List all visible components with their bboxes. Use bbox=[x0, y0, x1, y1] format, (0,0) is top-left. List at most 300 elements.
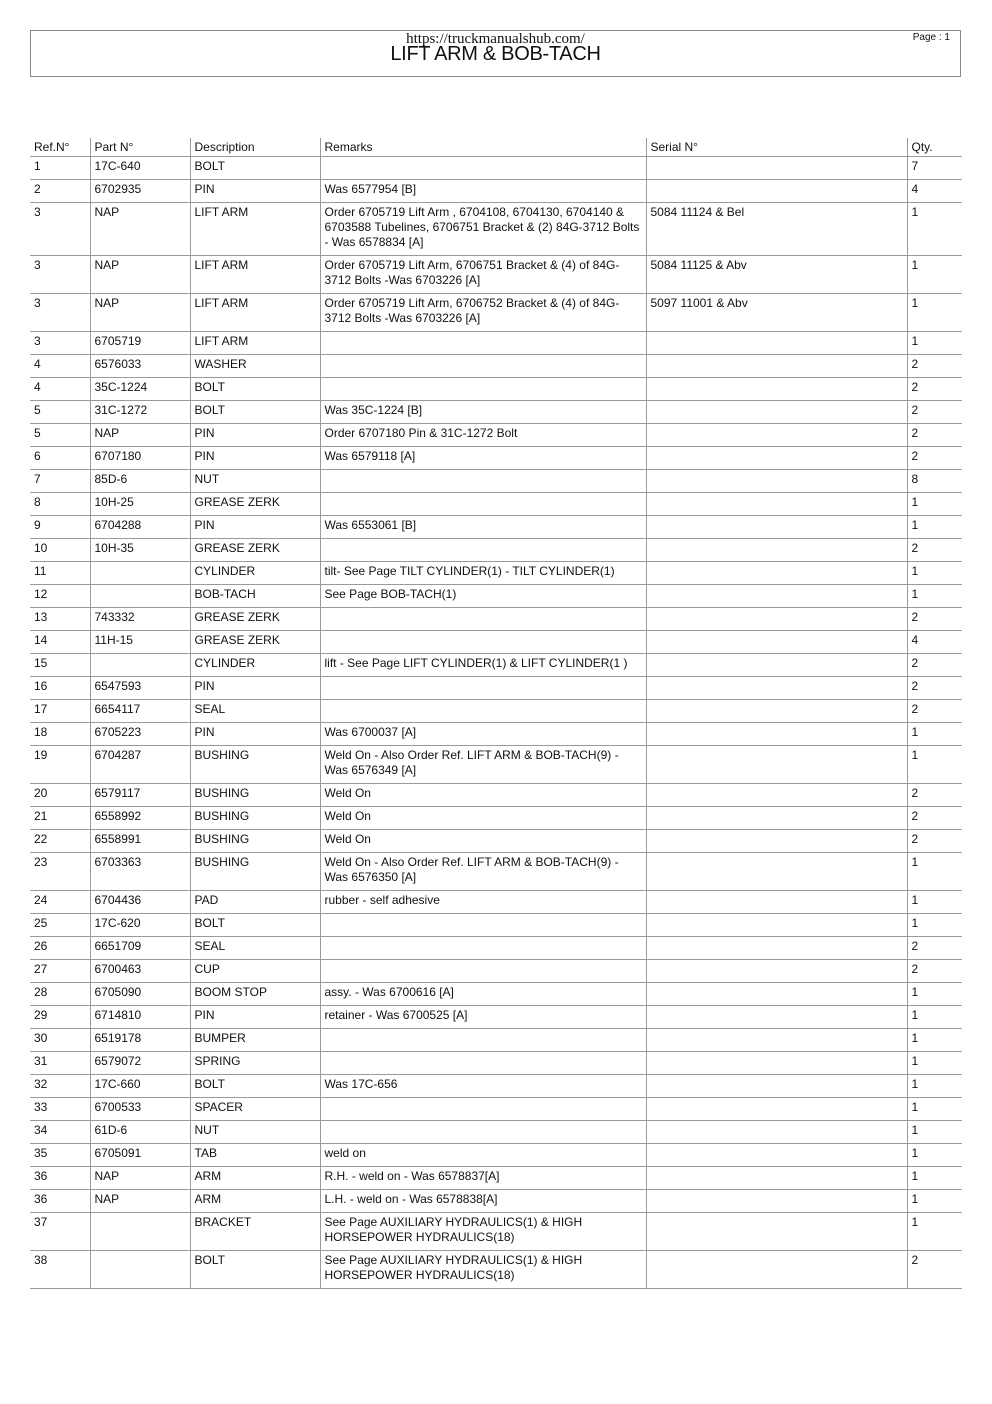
part-cell bbox=[90, 585, 190, 608]
part-cell: 6714810 bbox=[90, 1006, 190, 1029]
part-cell: 85D-6 bbox=[90, 470, 190, 493]
remarks-cell: Weld On bbox=[320, 784, 646, 807]
serial-cell bbox=[646, 355, 907, 378]
ref-cell: 37 bbox=[30, 1213, 90, 1251]
part-cell: 6707180 bbox=[90, 447, 190, 470]
qty-cell: 4 bbox=[907, 631, 962, 654]
table-row bbox=[30, 516, 962, 539]
table-row bbox=[30, 585, 962, 608]
serial-cell bbox=[646, 654, 907, 677]
ref-cell: 30 bbox=[30, 1029, 90, 1052]
serial-cell bbox=[646, 983, 907, 1006]
description-cell: LIFT ARM bbox=[190, 332, 320, 355]
remarks-cell: Was 6577954 [B] bbox=[320, 180, 646, 203]
part-cell: NAP bbox=[90, 203, 190, 256]
description-cell: GREASE ZERK bbox=[190, 493, 320, 516]
serial-cell bbox=[646, 378, 907, 401]
part-cell: 6704287 bbox=[90, 746, 190, 784]
col-remarks: Remarks bbox=[320, 138, 646, 157]
remarks-cell bbox=[320, 608, 646, 631]
table-row bbox=[30, 631, 962, 654]
part-cell: 6547593 bbox=[90, 677, 190, 700]
remarks-cell bbox=[320, 677, 646, 700]
part-cell: 10H-35 bbox=[90, 539, 190, 562]
description-cell: LIFT ARM bbox=[190, 256, 320, 294]
part-cell: 6654117 bbox=[90, 700, 190, 723]
description-cell: PAD bbox=[190, 891, 320, 914]
part-cell: NAP bbox=[90, 256, 190, 294]
remarks-cell: rubber - self adhesive bbox=[320, 891, 646, 914]
serial-cell bbox=[646, 1029, 907, 1052]
serial-cell bbox=[646, 830, 907, 853]
table-row bbox=[30, 1190, 962, 1213]
serial-cell bbox=[646, 157, 907, 180]
description-cell: PIN bbox=[190, 447, 320, 470]
part-cell: 6558991 bbox=[90, 830, 190, 853]
qty-cell: 1 bbox=[907, 1075, 962, 1098]
qty-cell: 2 bbox=[907, 539, 962, 562]
description-cell: BOLT bbox=[190, 1251, 320, 1289]
table-row bbox=[30, 1029, 962, 1052]
qty-cell: 8 bbox=[907, 470, 962, 493]
description-cell: SEAL bbox=[190, 700, 320, 723]
table-row bbox=[30, 1213, 962, 1251]
qty-cell: 2 bbox=[907, 1251, 962, 1289]
description-cell: PIN bbox=[190, 677, 320, 700]
table-row bbox=[30, 539, 962, 562]
qty-cell: 2 bbox=[907, 447, 962, 470]
remarks-cell bbox=[320, 539, 646, 562]
ref-cell: 32 bbox=[30, 1075, 90, 1098]
part-cell: NAP bbox=[90, 1190, 190, 1213]
qty-cell: 1 bbox=[907, 516, 962, 539]
qty-cell: 1 bbox=[907, 1190, 962, 1213]
table-row bbox=[30, 700, 962, 723]
description-cell: PIN bbox=[190, 424, 320, 447]
serial-cell bbox=[646, 700, 907, 723]
part-cell: 743332 bbox=[90, 608, 190, 631]
remarks-cell: Order 6705719 Lift Arm, 6706752 Bracket & (4) of 84G-3712 Bolts -Was 6703226 [A] bbox=[320, 294, 646, 332]
serial-cell bbox=[646, 960, 907, 983]
description-cell: LIFT ARM bbox=[190, 294, 320, 332]
serial-cell bbox=[646, 807, 907, 830]
qty-cell: 1 bbox=[907, 891, 962, 914]
table-row bbox=[30, 493, 962, 516]
remarks-cell bbox=[320, 1098, 646, 1121]
ref-cell: 15 bbox=[30, 654, 90, 677]
remarks-cell: Weld On bbox=[320, 807, 646, 830]
serial-cell: 5084 11125 & Abv bbox=[646, 256, 907, 294]
description-cell: GREASE ZERK bbox=[190, 608, 320, 631]
table-row bbox=[30, 1098, 962, 1121]
description-cell: GREASE ZERK bbox=[190, 539, 320, 562]
ref-cell: 13 bbox=[30, 608, 90, 631]
qty-cell: 1 bbox=[907, 1006, 962, 1029]
part-cell: NAP bbox=[90, 1167, 190, 1190]
qty-cell: 1 bbox=[907, 1052, 962, 1075]
description-cell: BRACKET bbox=[190, 1213, 320, 1251]
table-row bbox=[30, 562, 962, 585]
ref-cell: 35 bbox=[30, 1144, 90, 1167]
remarks-cell: lift - See Page LIFT CYLINDER(1) & LIFT CYLINDER(1 ) bbox=[320, 654, 646, 677]
remarks-cell bbox=[320, 470, 646, 493]
part-cell: 17C-660 bbox=[90, 1075, 190, 1098]
page-title: LIFT ARM & BOB-TACH bbox=[390, 43, 601, 65]
serial-cell bbox=[646, 1006, 907, 1029]
ref-cell: 20 bbox=[30, 784, 90, 807]
remarks-cell bbox=[320, 1121, 646, 1144]
table-row bbox=[30, 608, 962, 631]
qty-cell: 4 bbox=[907, 180, 962, 203]
qty-cell: 2 bbox=[907, 784, 962, 807]
qty-cell: 7 bbox=[907, 157, 962, 180]
ref-cell: 10 bbox=[30, 539, 90, 562]
table-row bbox=[30, 937, 962, 960]
ref-cell: 24 bbox=[30, 891, 90, 914]
table-row bbox=[30, 960, 962, 983]
qty-cell: 2 bbox=[907, 355, 962, 378]
serial-cell bbox=[646, 784, 907, 807]
remarks-cell bbox=[320, 355, 646, 378]
part-cell: 35C-1224 bbox=[90, 378, 190, 401]
description-cell: CYLINDER bbox=[190, 654, 320, 677]
qty-cell: 2 bbox=[907, 401, 962, 424]
ref-cell: 1 bbox=[30, 157, 90, 180]
description-cell: PIN bbox=[190, 180, 320, 203]
table-row bbox=[30, 256, 962, 294]
table-row bbox=[30, 332, 962, 355]
serial-cell bbox=[646, 1251, 907, 1289]
ref-cell: 21 bbox=[30, 807, 90, 830]
part-cell: 6705091 bbox=[90, 1144, 190, 1167]
serial-cell bbox=[646, 493, 907, 516]
part-cell: 6705090 bbox=[90, 983, 190, 1006]
qty-cell: 1 bbox=[907, 562, 962, 585]
part-cell: 6700533 bbox=[90, 1098, 190, 1121]
ref-cell: 5 bbox=[30, 401, 90, 424]
table-row bbox=[30, 677, 962, 700]
serial-cell bbox=[646, 562, 907, 585]
ref-cell: 34 bbox=[30, 1121, 90, 1144]
part-cell: 6702935 bbox=[90, 180, 190, 203]
description-cell: ARM bbox=[190, 1190, 320, 1213]
remarks-cell bbox=[320, 1052, 646, 1075]
description-cell: CUP bbox=[190, 960, 320, 983]
remarks-cell bbox=[320, 157, 646, 180]
remarks-cell bbox=[320, 631, 646, 654]
serial-cell bbox=[646, 746, 907, 784]
serial-cell bbox=[646, 424, 907, 447]
serial-cell bbox=[646, 470, 907, 493]
remarks-cell bbox=[320, 914, 646, 937]
qty-cell: 1 bbox=[907, 256, 962, 294]
qty-cell: 1 bbox=[907, 746, 962, 784]
table-row bbox=[30, 355, 962, 378]
part-cell: 17C-640 bbox=[90, 157, 190, 180]
serial-cell bbox=[646, 723, 907, 746]
remarks-cell: See Page AUXILIARY HYDRAULICS(1) & HIGH HORSEPOWER HYDRAULICS(18) bbox=[320, 1213, 646, 1251]
part-cell: 6579072 bbox=[90, 1052, 190, 1075]
part-cell bbox=[90, 1251, 190, 1289]
serial-cell bbox=[646, 447, 907, 470]
description-cell: PIN bbox=[190, 1006, 320, 1029]
ref-cell: 3 bbox=[30, 332, 90, 355]
table-row bbox=[30, 807, 962, 830]
description-cell: BUSHING bbox=[190, 746, 320, 784]
part-cell: 6651709 bbox=[90, 937, 190, 960]
serial-cell bbox=[646, 1075, 907, 1098]
table-row bbox=[30, 1251, 962, 1289]
ref-cell: 3 bbox=[30, 256, 90, 294]
remarks-cell: See Page BOB-TACH(1) bbox=[320, 585, 646, 608]
serial-cell bbox=[646, 608, 907, 631]
source-url[interactable]: https://truckmanualshub.com/ bbox=[406, 31, 585, 47]
part-cell: 31C-1272 bbox=[90, 401, 190, 424]
qty-cell: 2 bbox=[907, 654, 962, 677]
ref-cell: 9 bbox=[30, 516, 90, 539]
qty-cell: 2 bbox=[907, 830, 962, 853]
serial-cell bbox=[646, 937, 907, 960]
ref-cell: 4 bbox=[30, 355, 90, 378]
description-cell: BOB-TACH bbox=[190, 585, 320, 608]
ref-cell: 3 bbox=[30, 203, 90, 256]
table-row bbox=[30, 746, 962, 784]
part-cell: 6704288 bbox=[90, 516, 190, 539]
table-row bbox=[30, 1052, 962, 1075]
table-row bbox=[30, 294, 962, 332]
table-row bbox=[30, 470, 962, 493]
serial-cell bbox=[646, 516, 907, 539]
serial-cell bbox=[646, 1121, 907, 1144]
description-cell: WASHER bbox=[190, 355, 320, 378]
part-cell: 6700463 bbox=[90, 960, 190, 983]
ref-cell: 5 bbox=[30, 424, 90, 447]
ref-cell: 23 bbox=[30, 853, 90, 891]
qty-cell: 2 bbox=[907, 424, 962, 447]
remarks-cell: Weld On - Also Order Ref. LIFT ARM & BOB-TACH(9) - Was 6576350 [A] bbox=[320, 853, 646, 891]
qty-cell: 1 bbox=[907, 1029, 962, 1052]
qty-cell: 1 bbox=[907, 294, 962, 332]
ref-cell: 11 bbox=[30, 562, 90, 585]
ref-cell: 14 bbox=[30, 631, 90, 654]
serial-cell: 5084 11124 & Bel bbox=[646, 203, 907, 256]
table-row bbox=[30, 1167, 962, 1190]
table-row bbox=[30, 1006, 962, 1029]
remarks-cell: Order 6705719 Lift Arm, 6706751 Bracket & (4) of 84G-3712 Bolts -Was 6703226 [A] bbox=[320, 256, 646, 294]
description-cell: BOLT bbox=[190, 378, 320, 401]
serial-cell bbox=[646, 631, 907, 654]
ref-cell: 12 bbox=[30, 585, 90, 608]
qty-cell: 1 bbox=[907, 585, 962, 608]
serial-cell bbox=[646, 853, 907, 891]
description-cell: ARM bbox=[190, 1167, 320, 1190]
serial-cell bbox=[646, 1052, 907, 1075]
description-cell: BOLT bbox=[190, 1075, 320, 1098]
description-cell: NUT bbox=[190, 470, 320, 493]
qty-cell: 1 bbox=[907, 1098, 962, 1121]
part-cell: 6519178 bbox=[90, 1029, 190, 1052]
part-cell: NAP bbox=[90, 294, 190, 332]
page-number: Page : 1 bbox=[912, 32, 950, 43]
col-ref: Ref.N° bbox=[30, 138, 90, 157]
serial-cell bbox=[646, 585, 907, 608]
qty-cell: 1 bbox=[907, 914, 962, 937]
description-cell: BUSHING bbox=[190, 830, 320, 853]
description-cell: SPACER bbox=[190, 1098, 320, 1121]
remarks-cell: Was 35C-1224 [B] bbox=[320, 401, 646, 424]
serial-cell bbox=[646, 1213, 907, 1251]
remarks-cell: weld on bbox=[320, 1144, 646, 1167]
qty-cell: 1 bbox=[907, 1167, 962, 1190]
serial-cell bbox=[646, 332, 907, 355]
remarks-cell bbox=[320, 332, 646, 355]
remarks-cell: Weld On - Also Order Ref. LIFT ARM & BOB-TACH(9) - Was 6576349 [A] bbox=[320, 746, 646, 784]
table-row bbox=[30, 424, 962, 447]
remarks-cell bbox=[320, 700, 646, 723]
remarks-cell: tilt- See Page TILT CYLINDER(1) - TILT CYLINDER(1) bbox=[320, 562, 646, 585]
part-cell: 6576033 bbox=[90, 355, 190, 378]
ref-cell: 33 bbox=[30, 1098, 90, 1121]
serial-cell bbox=[646, 180, 907, 203]
ref-cell: 26 bbox=[30, 937, 90, 960]
ref-cell: 6 bbox=[30, 447, 90, 470]
qty-cell: 1 bbox=[907, 493, 962, 516]
ref-cell: 38 bbox=[30, 1251, 90, 1289]
part-cell bbox=[90, 562, 190, 585]
serial-cell bbox=[646, 891, 907, 914]
col-qty: Qty. bbox=[907, 138, 962, 157]
qty-cell: 2 bbox=[907, 378, 962, 401]
ref-cell: 31 bbox=[30, 1052, 90, 1075]
remarks-cell: Was 6553061 [B] bbox=[320, 516, 646, 539]
remarks-cell bbox=[320, 378, 646, 401]
description-cell: BOLT bbox=[190, 914, 320, 937]
part-cell: 61D-6 bbox=[90, 1121, 190, 1144]
part-cell: 6558992 bbox=[90, 807, 190, 830]
serial-cell: 5097 11001 & Abv bbox=[646, 294, 907, 332]
col-part: Part N° bbox=[90, 138, 190, 157]
ref-cell: 16 bbox=[30, 677, 90, 700]
qty-cell: 2 bbox=[907, 807, 962, 830]
ref-cell: 28 bbox=[30, 983, 90, 1006]
description-cell: NUT bbox=[190, 1121, 320, 1144]
remarks-cell: Weld On bbox=[320, 830, 646, 853]
description-cell: BUMPER bbox=[190, 1029, 320, 1052]
table-row bbox=[30, 401, 962, 424]
col-description: Description bbox=[190, 138, 320, 157]
description-cell: BOLT bbox=[190, 157, 320, 180]
table-row bbox=[30, 983, 962, 1006]
qty-cell: 2 bbox=[907, 700, 962, 723]
table-row bbox=[30, 180, 962, 203]
qty-cell: 2 bbox=[907, 937, 962, 960]
ref-cell: 36 bbox=[30, 1167, 90, 1190]
remarks-cell: Was 6700037 [A] bbox=[320, 723, 646, 746]
remarks-cell bbox=[320, 960, 646, 983]
part-cell bbox=[90, 1213, 190, 1251]
ref-cell: 27 bbox=[30, 960, 90, 983]
parts-table bbox=[30, 138, 962, 1289]
qty-cell: 1 bbox=[907, 1121, 962, 1144]
part-cell: 11H-15 bbox=[90, 631, 190, 654]
ref-cell: 36 bbox=[30, 1190, 90, 1213]
remarks-cell bbox=[320, 493, 646, 516]
serial-cell bbox=[646, 1167, 907, 1190]
part-cell: 10H-25 bbox=[90, 493, 190, 516]
serial-cell bbox=[646, 1190, 907, 1213]
description-cell: BUSHING bbox=[190, 807, 320, 830]
description-cell: BUSHING bbox=[190, 853, 320, 891]
description-cell: BOLT bbox=[190, 401, 320, 424]
description-cell: CYLINDER bbox=[190, 562, 320, 585]
table-header-row bbox=[30, 138, 962, 157]
description-cell: BOOM STOP bbox=[190, 983, 320, 1006]
remarks-cell: Was 17C-656 bbox=[320, 1075, 646, 1098]
serial-cell bbox=[646, 539, 907, 562]
description-cell: SEAL bbox=[190, 937, 320, 960]
remarks-cell: L.H. - weld on - Was 6578838[A] bbox=[320, 1190, 646, 1213]
table-row bbox=[30, 853, 962, 891]
ref-cell: 18 bbox=[30, 723, 90, 746]
remarks-cell bbox=[320, 937, 646, 960]
description-cell: BUSHING bbox=[190, 784, 320, 807]
table-row bbox=[30, 378, 962, 401]
ref-cell: 22 bbox=[30, 830, 90, 853]
ref-cell: 4 bbox=[30, 378, 90, 401]
table-row bbox=[30, 1121, 962, 1144]
qty-cell: 1 bbox=[907, 1213, 962, 1251]
table-row bbox=[30, 1075, 962, 1098]
serial-cell bbox=[646, 1144, 907, 1167]
qty-cell: 1 bbox=[907, 1144, 962, 1167]
part-cell: 6704436 bbox=[90, 891, 190, 914]
description-cell: SPRING bbox=[190, 1052, 320, 1075]
description-cell: TAB bbox=[190, 1144, 320, 1167]
table-row bbox=[30, 830, 962, 853]
remarks-cell: See Page AUXILIARY HYDRAULICS(1) & HIGH HORSEPOWER HYDRAULICS(18) bbox=[320, 1251, 646, 1289]
part-cell: NAP bbox=[90, 424, 190, 447]
ref-cell: 25 bbox=[30, 914, 90, 937]
description-cell: PIN bbox=[190, 723, 320, 746]
remarks-cell: Order 6705719 Lift Arm , 6704108, 6704130, 6704140 & 6703588 Tubelines, 6706751 Bracket & (2) 84G-3712 Bolts - Was 6578834 [A] bbox=[320, 203, 646, 256]
qty-cell: 1 bbox=[907, 983, 962, 1006]
remarks-cell bbox=[320, 1029, 646, 1052]
part-cell: 6705719 bbox=[90, 332, 190, 355]
table-row bbox=[30, 914, 962, 937]
qty-cell: 1 bbox=[907, 332, 962, 355]
remarks-cell: assy. - Was 6700616 [A] bbox=[320, 983, 646, 1006]
qty-cell: 1 bbox=[907, 723, 962, 746]
description-cell: GREASE ZERK bbox=[190, 631, 320, 654]
part-cell: 6705223 bbox=[90, 723, 190, 746]
part-cell: 6579117 bbox=[90, 784, 190, 807]
table-row bbox=[30, 723, 962, 746]
serial-cell bbox=[646, 677, 907, 700]
table-row bbox=[30, 447, 962, 470]
qty-cell: 2 bbox=[907, 677, 962, 700]
ref-cell: 29 bbox=[30, 1006, 90, 1029]
ref-cell: 19 bbox=[30, 746, 90, 784]
part-cell: 6703363 bbox=[90, 853, 190, 891]
serial-cell bbox=[646, 914, 907, 937]
serial-cell bbox=[646, 401, 907, 424]
qty-cell: 2 bbox=[907, 960, 962, 983]
description-cell: LIFT ARM bbox=[190, 203, 320, 256]
remarks-cell: Order 6707180 Pin & 31C-1272 Bolt bbox=[320, 424, 646, 447]
qty-cell: 2 bbox=[907, 608, 962, 631]
ref-cell: 8 bbox=[30, 493, 90, 516]
table-row bbox=[30, 654, 962, 677]
